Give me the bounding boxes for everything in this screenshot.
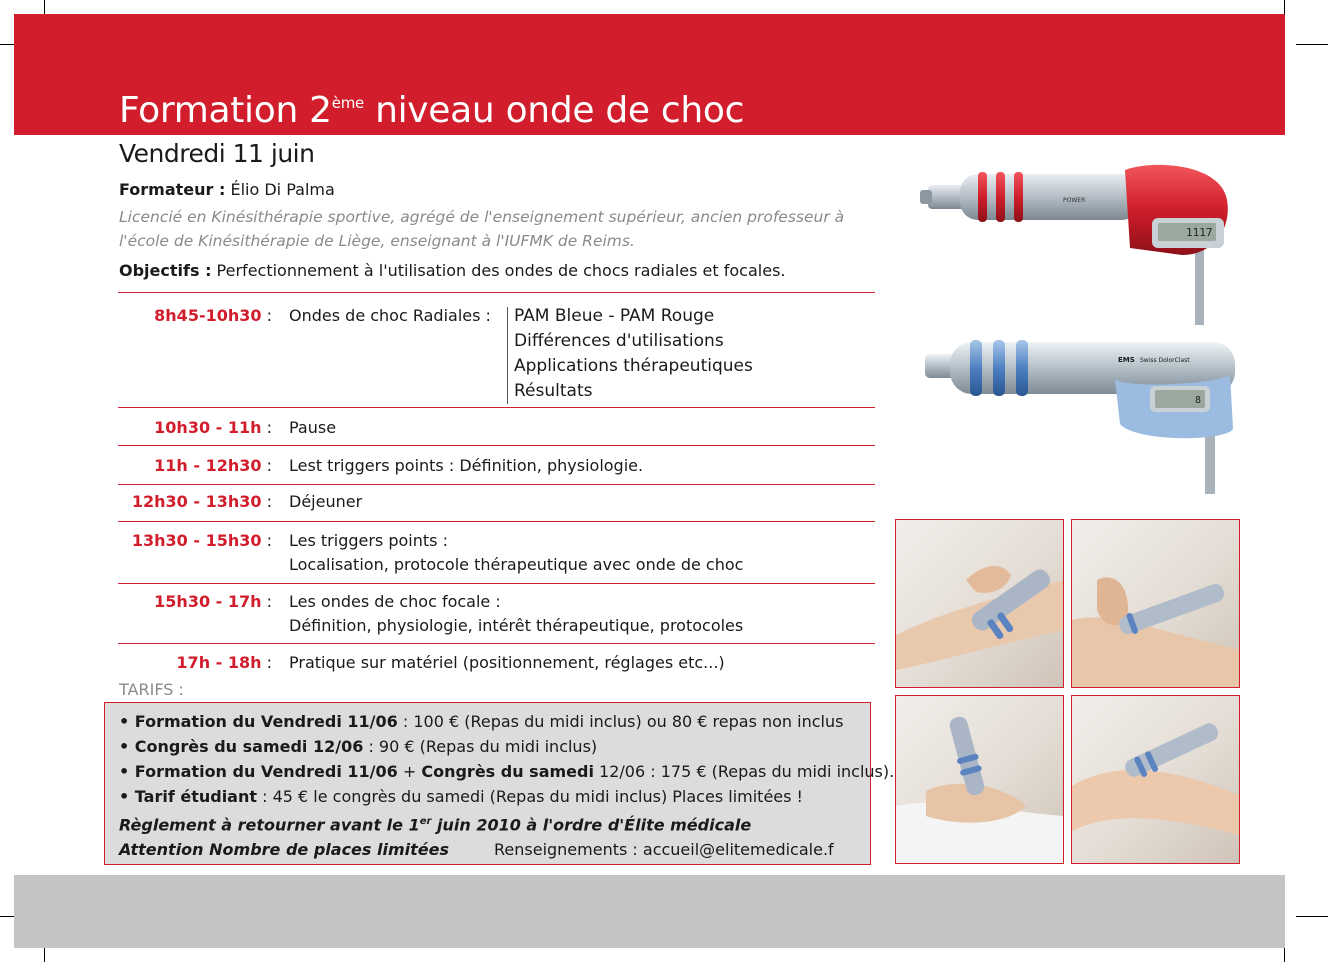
schedule-row: [118, 407, 875, 445]
list-item: Différences d'utilisations: [514, 331, 724, 351]
device-display-value: 8: [1195, 395, 1202, 406]
device-band: [993, 340, 1005, 396]
schedule-row: [118, 643, 875, 679]
device-cable: [1195, 245, 1204, 325]
treatment-photo-illustration: [1072, 520, 1240, 688]
device-band: [978, 172, 987, 222]
treatment-photo-foot: [1071, 519, 1240, 688]
schedule-desc: Déjeuner: [289, 492, 363, 511]
treatment-photo-illustration: [1072, 696, 1240, 864]
device-model: Swiss DolorClast: [1140, 357, 1190, 364]
crop-mark: [1296, 916, 1328, 917]
device-display-value: 1117: [1186, 226, 1213, 239]
objectives-label: Objectifs :: [119, 261, 212, 280]
schedule-time: 12h30 - 13h30 :: [131, 492, 272, 511]
schedule-desc: Ondes de choc Radiales :: [289, 306, 491, 325]
objectives-text: Perfectionnement à l'utilisation des ondes de chocs radiales et focales.: [211, 261, 786, 280]
device-cable: [1205, 429, 1215, 494]
schedule-desc-title: Les triggers points :: [289, 531, 448, 550]
schedule-time: 17h - 18h :: [176, 653, 272, 672]
schedule-desc-title: Les ondes de choc focale :: [289, 592, 501, 611]
schedule-desc: Lest triggers points : Définition, physiologie.: [289, 456, 644, 475]
schedule-desc: [289, 529, 743, 577]
objectives-line: [119, 261, 786, 280]
treatment-photo-heel: [895, 695, 1064, 864]
footer-band: [14, 875, 1285, 948]
schedule-desc-sub: Définition, physiologie, intérêt thérapeutique, protocoles: [289, 616, 744, 635]
trainer-line: [119, 180, 335, 199]
tarif-line: • Formation du Vendredi 11/06 + Congrès du samedi 12/06 : 175 € (Repas du midi inclus).: [119, 762, 895, 781]
schedule-table: [118, 292, 875, 679]
treatment-photo-illustration: [896, 520, 1064, 688]
device-brand: POWER: [1063, 197, 1086, 204]
crop-mark: [1296, 44, 1328, 45]
limited-places-text: Attention Nombre de places limitées: [119, 840, 449, 860]
schedule-desc-sub: Localisation, protocole thérapeutique avec onde de choc: [289, 555, 744, 574]
schedule-desc: [289, 590, 743, 638]
contact-info: Renseignements : accueil@elitemedicale.f: [494, 840, 834, 860]
limited-line: [119, 837, 870, 862]
tarif-line: • Tarif étudiant : 45 € le congrès du samedi (Repas du midi inclus) Places limitées !: [119, 787, 803, 806]
schedule-row: [118, 445, 875, 484]
page-title: Formation 2ème niveau onde de choc: [119, 90, 745, 131]
schedule-sublist: [507, 307, 753, 404]
treatment-photo-illustration: [896, 696, 1064, 864]
device-tip-ring: [920, 190, 932, 204]
red-device-image: [920, 160, 1250, 330]
schedule-time: 15h30 - 17h :: [154, 592, 272, 611]
device-band: [1014, 172, 1023, 222]
device-band: [1016, 340, 1028, 396]
tarifs-box: [104, 702, 895, 865]
device-brand: EMS: [1118, 356, 1135, 364]
tarif-line: • Formation du Vendredi 11/06 : 100 € (Repas du midi inclus) ou 80 € repas non inclus: [119, 712, 844, 731]
device-band: [970, 340, 982, 396]
schedule-desc: Pause: [289, 418, 337, 437]
tarifs-label: TARIFS :: [119, 680, 184, 699]
schedule-time: 11h - 12h30 :: [154, 456, 272, 475]
schedule-time: 10h30 - 11h :: [154, 418, 272, 437]
schedule-row: [118, 292, 875, 407]
trainer-name: Élio Di Palma: [225, 180, 335, 199]
list-item: Résultats: [514, 381, 593, 401]
schedule-row: [118, 583, 875, 643]
schedule-row: [118, 521, 875, 583]
schedule-time: 8h45-10h30 :: [154, 306, 272, 325]
treatment-photo-arm: [895, 519, 1064, 688]
trainer-bio: Licencié en Kinésithérapie sportive, agrégé de l'enseignement supérieur, ancien professeur à l'école de Kinésithérapie de Liège, enseignant à l'IUFMK de Reims.: [119, 208, 845, 250]
device-band: [996, 172, 1005, 222]
schedule-desc: Pratique sur matériel (positionnement, réglages etc...): [289, 653, 725, 672]
list-item: Applications thérapeutiques: [514, 356, 753, 376]
deadline-line: Règlement à retourner avant le 1er juin 2010 à l'ordre d'Élite médicale: [119, 815, 752, 835]
tarif-line: • Congrès du samedi 12/06 : 90 € (Repas du midi inclus): [119, 737, 598, 756]
list-item: PAM Bleue - PAM Rouge: [514, 306, 715, 326]
schedule-row: [118, 484, 875, 521]
event-date: Vendredi 11 juin: [119, 139, 315, 168]
treatment-photo-knee: [1071, 695, 1240, 864]
trainer-label: Formateur :: [119, 180, 226, 199]
schedule-time: 13h30 - 15h30 :: [131, 531, 272, 550]
blue-device-image: [925, 334, 1245, 499]
